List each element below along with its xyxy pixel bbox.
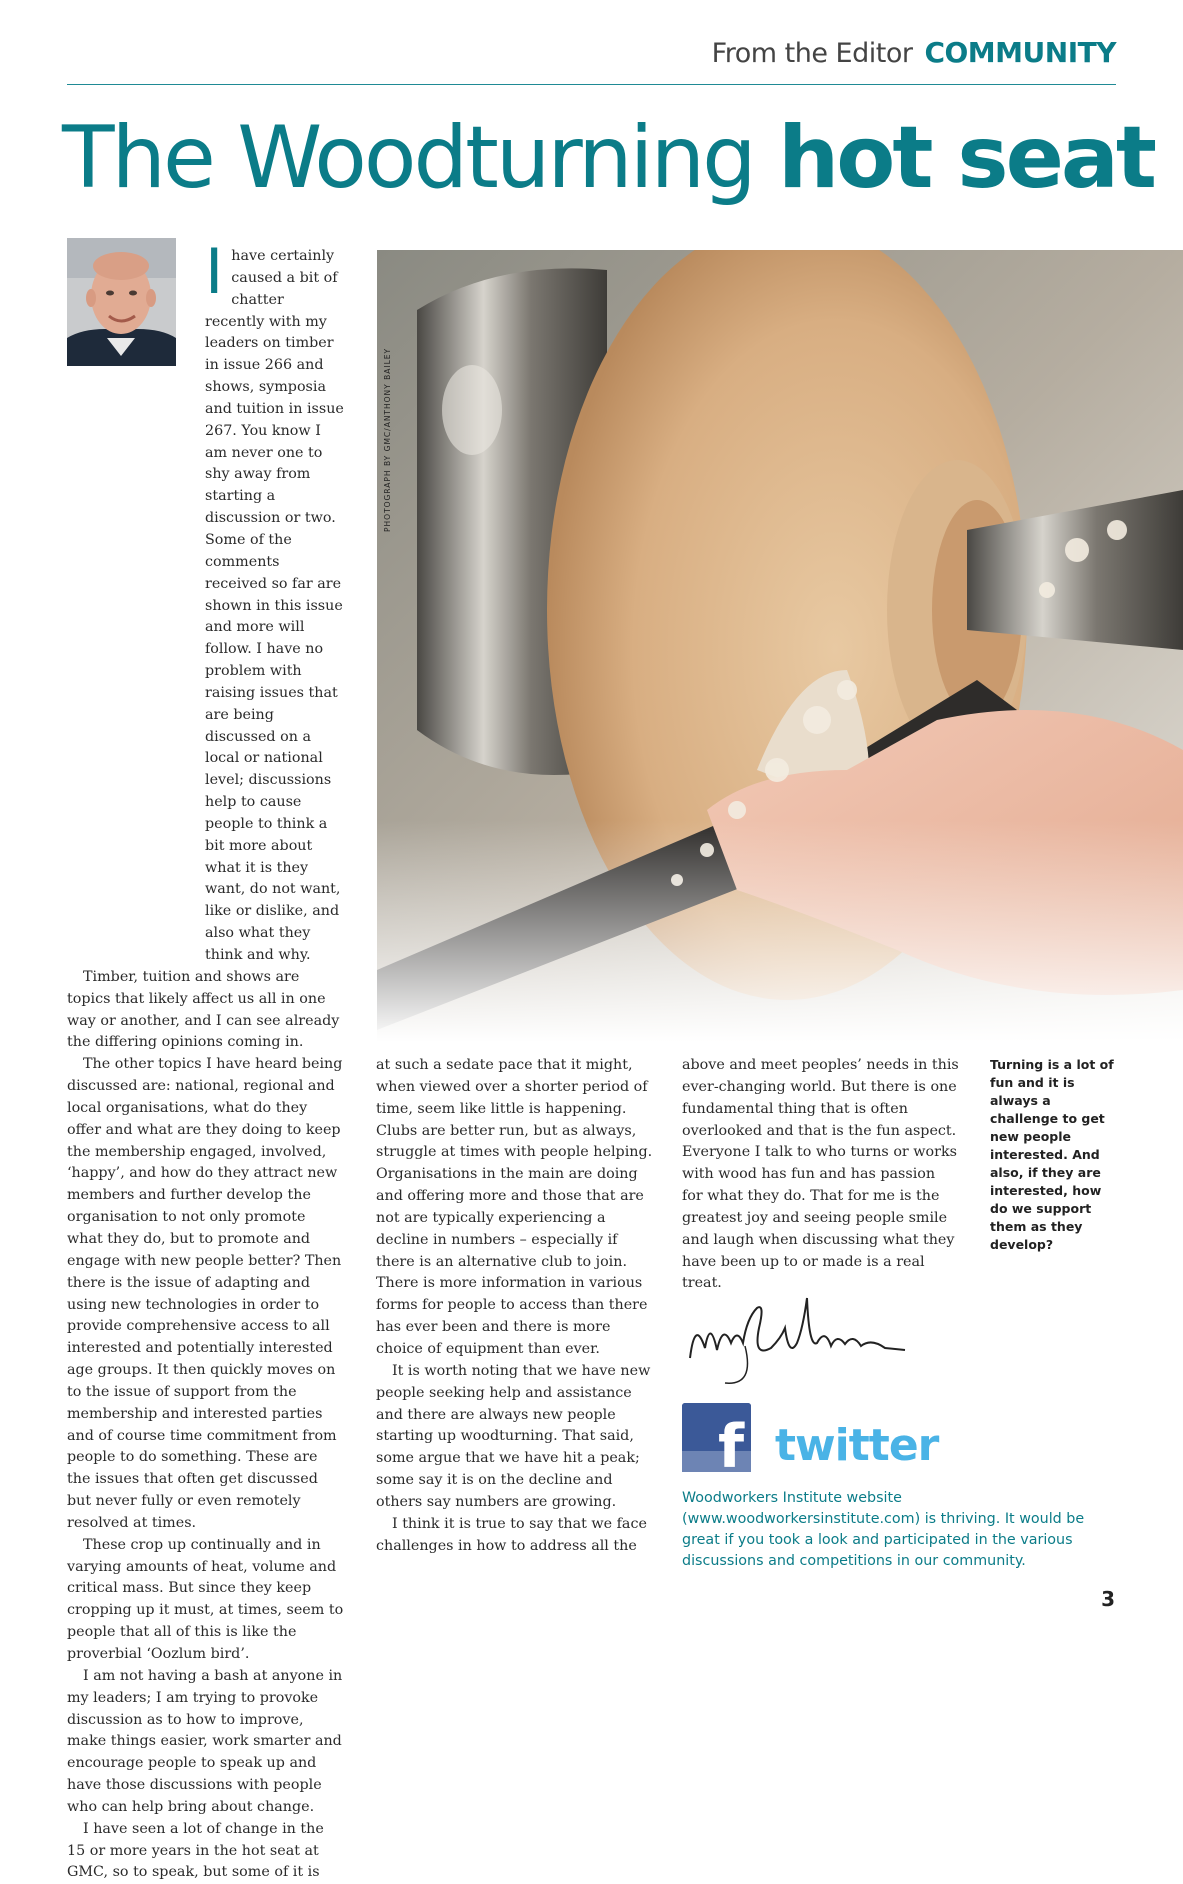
article-paragraph: These crop up continually and in varying amounts of heat, volume and critical mass. But since they keep cropping up it must, at times, seem to people that all of this is like the proverbial ‘Oozlum bird’. <box>67 1536 344 1662</box>
facebook-icon[interactable] <box>682 1403 751 1472</box>
page-title <box>62 108 1155 208</box>
article-paragraph: The other topics I have heard being discussed are: national, regional and local organisations, what do they offer and what are they doing to keep the membership engaged, involved, ‘happy’, and how do they attract new members and further develop the organisation to not only promote what they do, but to promote and engage with new people better? Then there is the issue of adapting and using new technologies in order to provide comprehensive access to all interested and potentially interested age groups. It then quickly moves on to the issue of support from the membership and interested parties and of course time commitment from people to do something. These are the issues that often get discussed but never fully or even remotely resolved at times. <box>67 1056 343 1531</box>
editor-signature <box>685 1288 925 1388</box>
section-label: From the Editor <box>711 38 913 69</box>
photo-caption: Turning is a lot of fun and it is always a challenge to get new people interested. And also, if they are interested, how do we support them as they develop? <box>990 1057 1114 1252</box>
article-column-2 <box>376 1055 653 1557</box>
photo-credit: PHOTOGRAPH BY GMC/ANTHONY BAILEY <box>383 347 392 532</box>
category-label: COMMUNITY <box>924 36 1116 69</box>
twitter-wordmark: twitter <box>775 1420 939 1468</box>
facebook-glyph: f <box>718 1412 745 1472</box>
title-regular: The Woodturning <box>62 108 754 208</box>
title-bold: hot seat <box>778 108 1155 208</box>
page-number: 3 <box>1101 1587 1115 1611</box>
woodturning-photo <box>377 250 1183 1042</box>
article-column-3 <box>682 1055 960 1295</box>
twitter-logo[interactable] <box>775 1420 965 1468</box>
article-column-1 <box>67 235 345 1884</box>
article-paragraph: at such a sedate pace that it might, when viewed over a shorter period of time, seem like little is happening. Clubs are better run, but as always, struggle at times with people helping. Organisations in the main are doing and offering more and those that are not are typically experiencing a decline in numbers – especially if there is an alternative club to join. There is more information in various forms for people to access than there has ever been and there is more choice of equipment than ever. <box>376 1057 653 1357</box>
article-paragraph: I am not having a bash at anyone in my leaders; I am trying to provoke discussion as to how to improve, make things easier, work smarter and encourage people to speak up and have those discussions with people who can help bring about change. <box>67 1667 343 1815</box>
article-paragraph: It is worth noting that we have new people seeking help and assistance and there are always new people starting up woodturning. That said, some argue that we have hit a peak; some say it is on the decline and others say numbers are growing. <box>376 1362 651 1510</box>
article-paragraph: above and meet peoples’ needs in this ever-changing world. But there is one fundamental thing that is often overlooked and that is the fun aspect. Everyone I talk to who turns or works with wood has fun and has passion for what they do. That for me is the greatest joy and seeing people smile and laugh when discussing what they have been up to or made is a real treat. <box>682 1057 959 1292</box>
article-paragraph: Timber, tuition and shows are topics that likely affect us all in one way or another, and I can see already the differing opinions coming in. <box>67 968 340 1051</box>
article-paragraph: I think it is true to say that we face challenges in how to address all the <box>376 1515 647 1554</box>
article-paragraph: I have seen a lot of change in the 15 or more years in the hot seat at GMC, so to speak, but some of it is <box>67 1820 324 1881</box>
article-intro: Ihave certainly caused a bit of chatter recently with my leaders on timber in issue 266 and shows, symposia and tuition in issue 267. You know I am never one to shy away from starting a discussion or two. Some of the comments received so far are shown in this issue and more will follow. I have no problem with raising issues that are being discussed on a local or national level; discussions help to cause people to think a bit more about what it is they want, do not want, like or dislike, and also what they think and why. <box>205 235 344 963</box>
page-header <box>67 36 1116 85</box>
drop-cap: I <box>205 235 224 308</box>
website-note: Woodworkers Institute website (www.woodworkersinstitute.com) is thriving. It would be great if you took a look and participated in the various discussions and competitions in our community. <box>682 1490 1085 1569</box>
